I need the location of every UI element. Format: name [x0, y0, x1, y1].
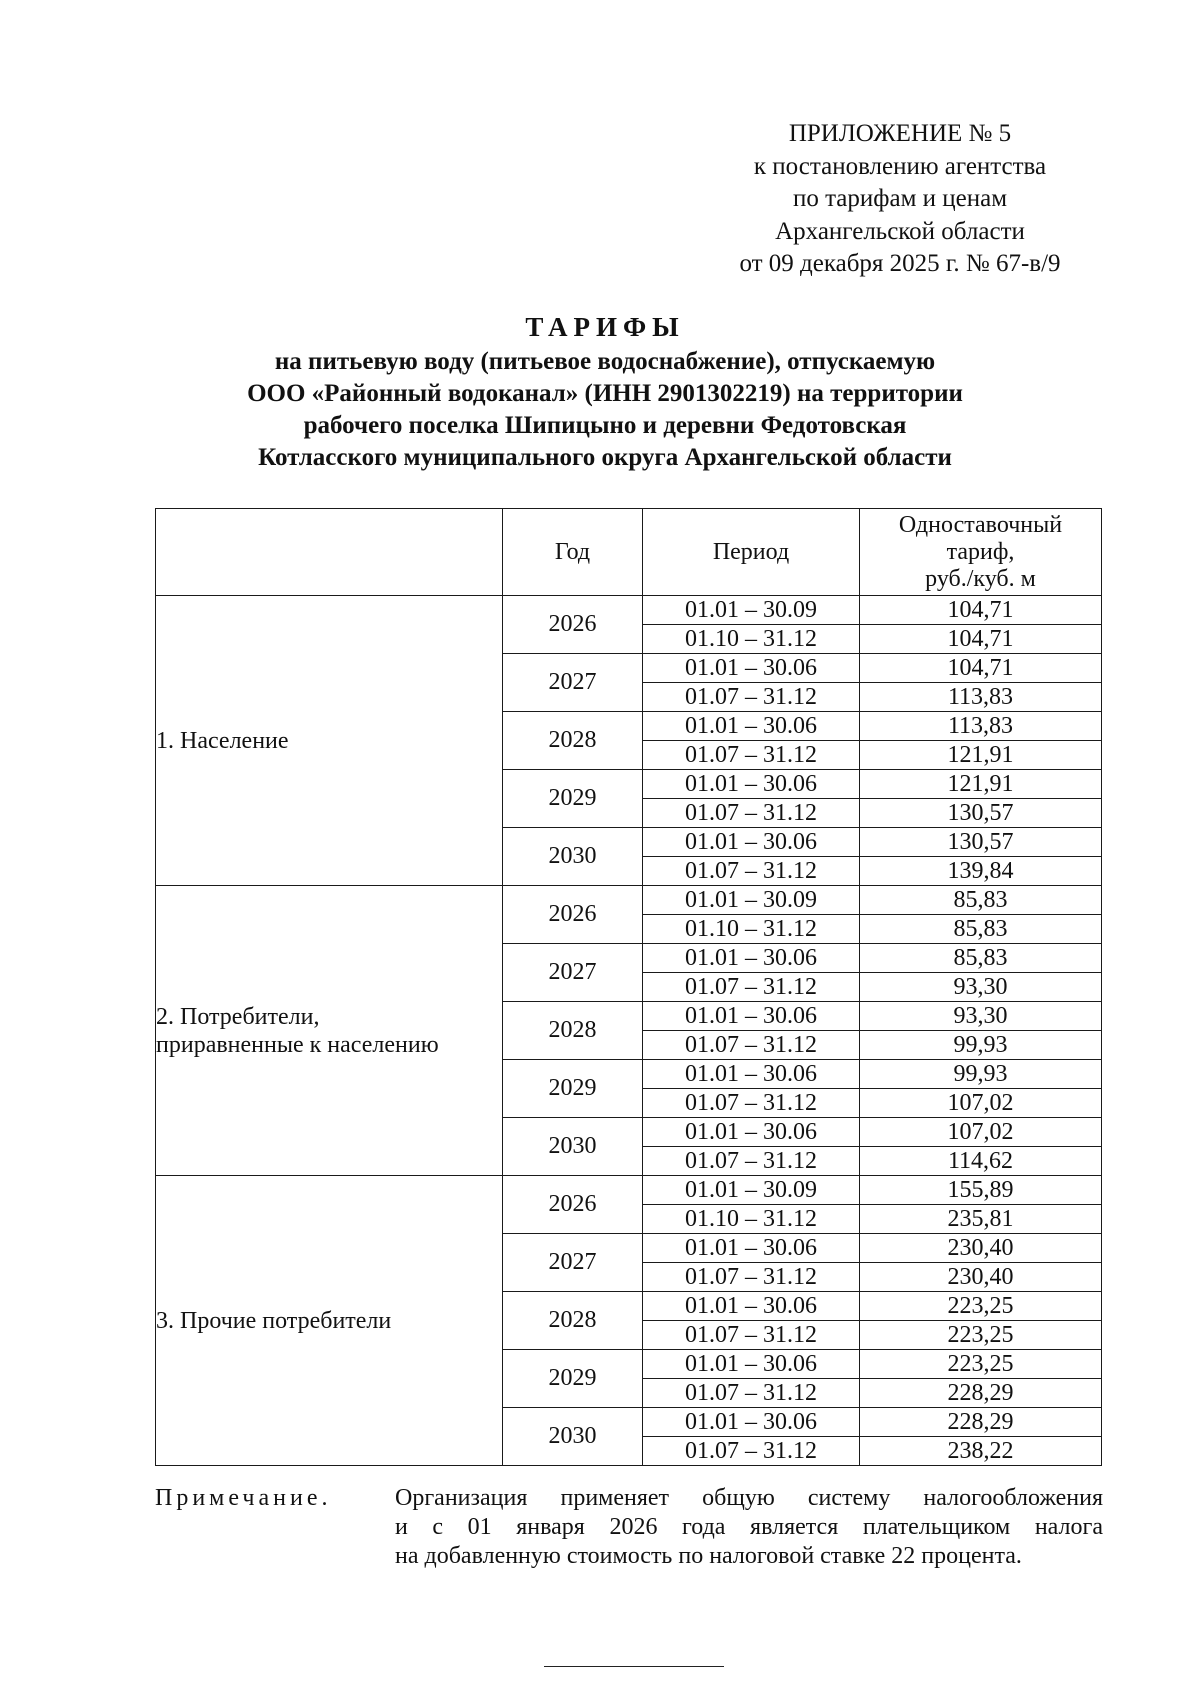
tariff-value-cell: 93,30 — [860, 973, 1102, 1002]
period-cell: 01.01 – 30.06 — [643, 1408, 860, 1437]
appendix-line: по тарифам и ценам — [792, 185, 1008, 212]
period-cell: 01.07 – 31.12 — [643, 1437, 860, 1466]
category-cell — [156, 1176, 503, 1466]
period-cell: 01.07 – 31.12 — [643, 973, 860, 1002]
note-line: и с 01 января 2026 года является плательщиком налога — [395, 1514, 1103, 1540]
period-cell: 01.01 – 30.06 — [643, 1292, 860, 1321]
tariff-value-cell: 139,84 — [860, 857, 1102, 886]
subtitle-line: ООО «Районный водоканал» (ИНН 2901302219) на территории — [247, 380, 963, 407]
period-cell: 01.07 – 31.12 — [643, 1379, 860, 1408]
note-line: Организация применяет общую систему налогообложения — [395, 1485, 1103, 1511]
header-tariff — [860, 509, 1102, 596]
tariff-value-cell: 223,25 — [860, 1292, 1102, 1321]
year-cell: 2026 — [503, 886, 643, 944]
period-cell: 01.01 – 30.09 — [643, 886, 860, 915]
header-tariff-line: тариф, — [946, 538, 1015, 565]
header-tariff-line: Одноставочный — [898, 511, 1063, 538]
title-main: ТАРИФЫ — [525, 312, 685, 342]
period-cell: 01.07 – 31.12 — [643, 1263, 860, 1292]
table-body — [156, 596, 1102, 1466]
period-cell: 01.01 – 30.06 — [643, 712, 860, 741]
table-row — [156, 596, 1102, 625]
tariff-value-cell: 85,83 — [860, 886, 1102, 915]
tariff-value-cell: 155,89 — [860, 1176, 1102, 1205]
note-label: Примечание. — [155, 1485, 332, 1511]
footer-divider — [544, 1666, 724, 1667]
tariff-value-cell: 223,25 — [860, 1321, 1102, 1350]
year-cell: 2027 — [503, 654, 643, 712]
period-cell: 01.07 – 31.12 — [643, 741, 860, 770]
category-label: 3. Прочие потребители — [156, 1307, 392, 1334]
period-cell: 01.01 – 30.06 — [643, 1060, 860, 1089]
tariff-value-cell: 99,93 — [860, 1060, 1102, 1089]
period-cell: 01.07 – 31.12 — [643, 1321, 860, 1350]
tariff-value-cell: 99,93 — [860, 1031, 1102, 1060]
tariff-value-cell: 121,91 — [860, 741, 1102, 770]
tariff-value-cell: 113,83 — [860, 683, 1102, 712]
year-cell: 2029 — [503, 770, 643, 828]
tariff-value-cell: 121,91 — [860, 770, 1102, 799]
year-cell: 2027 — [503, 944, 643, 1002]
tariff-value-cell: 223,25 — [860, 1350, 1102, 1379]
tariff-value-cell: 114,62 — [860, 1147, 1102, 1176]
year-cell: 2030 — [503, 828, 643, 886]
period-cell: 01.07 – 31.12 — [643, 1147, 860, 1176]
period-cell: 01.01 – 30.09 — [643, 596, 860, 625]
period-cell: 01.01 – 30.06 — [643, 770, 860, 799]
period-cell: 01.10 – 31.12 — [643, 1205, 860, 1234]
table-header-row — [156, 509, 1102, 596]
tariff-value-cell: 104,71 — [860, 596, 1102, 625]
period-cell: 01.07 – 31.12 — [643, 1089, 860, 1118]
tariff-value-cell: 230,40 — [860, 1263, 1102, 1292]
tariff-value-cell: 228,29 — [860, 1408, 1102, 1437]
year-cell: 2030 — [503, 1118, 643, 1176]
subtitle-line: рабочего поселка Шипицыно и деревни Федотовская — [303, 412, 907, 439]
appendix-header — [680, 118, 1120, 281]
category-cell — [156, 596, 503, 886]
year-cell: 2026 — [503, 596, 643, 654]
table-row — [156, 1176, 1102, 1205]
category-cell — [156, 886, 503, 1176]
appendix-line: к постановлению агентства — [753, 152, 1047, 180]
tariff-value-cell: 104,71 — [860, 625, 1102, 654]
header-year: Год — [503, 509, 643, 596]
year-cell: 2030 — [503, 1408, 643, 1466]
period-cell: 01.01 – 30.06 — [643, 828, 860, 857]
tariff-value-cell: 107,02 — [860, 1089, 1102, 1118]
year-cell: 2029 — [503, 1060, 643, 1118]
tariff-value-cell: 130,57 — [860, 828, 1102, 857]
tariff-value-cell: 107,02 — [860, 1118, 1102, 1147]
appendix-number: ПРИЛОЖЕНИЕ № 5 — [788, 120, 1012, 147]
subtitle-line: на питьевую воду (питьевое водоснабжение), отпускаемую — [274, 348, 936, 375]
title-subtitle — [150, 346, 1060, 474]
tariff-value-cell: 235,81 — [860, 1205, 1102, 1234]
category-label: 2. Потребители, — [156, 1003, 320, 1030]
period-cell: 01.01 – 30.06 — [643, 1002, 860, 1031]
appendix-line: Архангельской области — [775, 217, 1025, 245]
year-cell: 2028 — [503, 712, 643, 770]
period-cell: 01.01 – 30.06 — [643, 944, 860, 973]
year-cell: 2029 — [503, 1350, 643, 1408]
tariff-value-cell: 113,83 — [860, 712, 1102, 741]
note-text — [395, 1484, 1103, 1571]
period-cell: 01.01 – 30.09 — [643, 1176, 860, 1205]
tariff-value-cell: 130,57 — [860, 799, 1102, 828]
table-row — [156, 886, 1102, 915]
period-cell: 01.01 – 30.06 — [643, 654, 860, 683]
note-line: на добавленную стоимость по налоговой ставке 22 процента. — [395, 1543, 1022, 1569]
year-cell: 2028 — [503, 1292, 643, 1350]
appendix-date: от 09 декабря 2025 г. № 67-в/9 — [739, 250, 1061, 277]
year-cell: 2027 — [503, 1234, 643, 1292]
header-tariff-line: руб./куб. м — [925, 565, 1036, 592]
period-cell: 01.10 – 31.12 — [643, 915, 860, 944]
document-title — [150, 310, 1060, 474]
period-cell: 01.01 – 30.06 — [643, 1234, 860, 1263]
period-cell: 01.07 – 31.12 — [643, 1031, 860, 1060]
category-label: приравненные к населению — [156, 1031, 439, 1058]
period-cell: 01.07 – 31.12 — [643, 857, 860, 886]
period-cell: 01.07 – 31.12 — [643, 683, 860, 712]
period-cell: 01.10 – 31.12 — [643, 625, 860, 654]
tariff-value-cell: 93,30 — [860, 1002, 1102, 1031]
period-cell: 01.01 – 30.06 — [643, 1350, 860, 1379]
period-cell: 01.01 – 30.06 — [643, 1118, 860, 1147]
period-cell: 01.07 – 31.12 — [643, 799, 860, 828]
tariff-value-cell: 104,71 — [860, 654, 1102, 683]
header-period: Период — [643, 509, 860, 596]
year-cell: 2026 — [503, 1176, 643, 1234]
tariff-value-cell: 238,22 — [860, 1437, 1102, 1466]
subtitle-line: Котласского муниципального округа Архангельской области — [258, 444, 952, 471]
year-cell: 2028 — [503, 1002, 643, 1060]
category-label: 1. Население — [156, 727, 289, 754]
tariff-value-cell: 228,29 — [860, 1379, 1102, 1408]
tariff-value-cell: 85,83 — [860, 944, 1102, 973]
tariff-table — [155, 508, 1102, 1466]
tariff-value-cell: 85,83 — [860, 915, 1102, 944]
header-category — [156, 509, 503, 596]
tariff-value-cell: 230,40 — [860, 1234, 1102, 1263]
